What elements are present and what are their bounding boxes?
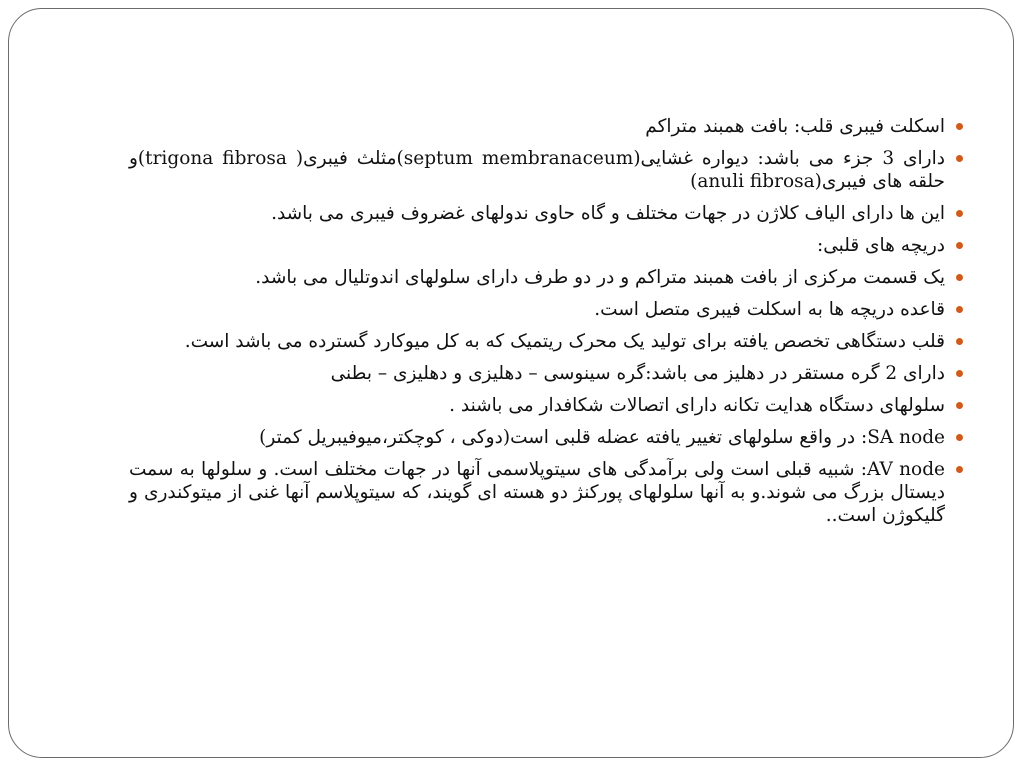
bullet-item-5 [129, 266, 967, 289]
bullet-dot-icon [956, 274, 963, 281]
bullet-text: اسکلت فیبری قلب: بافت همبند متراکم [645, 116, 945, 137]
bullet-list [129, 115, 967, 527]
bullet-dot-icon [956, 466, 963, 473]
bullet-text: سلولهای دستگاه هدایت تکانه دارای اتصالات شکافدار می باشند . [449, 395, 945, 416]
slide-content [129, 115, 967, 536]
bullet-dot-icon [956, 370, 963, 377]
bullet-dot-icon [956, 402, 963, 409]
bullet-item-6 [129, 298, 967, 321]
bullet-item-9 [129, 394, 967, 417]
bullet-dot-icon [956, 123, 963, 130]
bullet-text: دارای 2 گره مستقر در دهلیز می باشد:گره سینوسی – دهلیزی و دهلیزی – بطنی [330, 363, 945, 384]
bullet-text: قلب دستگاهی تخصص یافته برای تولید یک محرک ریتمیک که به کل میوکارد گسترده می باشد است. [184, 331, 945, 352]
bullet-dot-icon [956, 306, 963, 313]
bullet-text: دارای 3 جزء می باشد: دیواره غشایی(septum membranaceum)مثلث فیبری( trigona fibrosa)و حلقه های فیبری(anuli fibrosa) [129, 148, 945, 192]
bullet-item-4 [129, 234, 967, 257]
bullet-text: دریچه های قلبی: [816, 235, 945, 256]
bullet-item-2 [129, 147, 967, 193]
bullet-text: AV node: شبیه قبلی است ولی برآمدگی های سیتوپلاسمی آنها در جهات مختلف است. و سلولها به سمت دیستال بزرگ می شوند.و به آنها سلولهای پورکنژ دو هسته ای گویند، که سیتوپلاسم آنها غنی از میتوکندری و گلیکوژن است.. [129, 459, 945, 526]
slide-frame [8, 8, 1014, 758]
bullet-dot-icon [956, 242, 963, 249]
bullet-item-7 [129, 330, 967, 353]
bullet-item-8 [129, 362, 967, 385]
bullet-text: یک قسمت مرکزی از بافت همبند متراکم و در دو طرف دارای سلولهای اندوتلیال می باشد. [255, 267, 945, 288]
bullet-text: SA node: در واقع سلولهای تغییر یافته عضله قلبی است(دوکی ، کوچکتر،میوفیبریل کمتر) [259, 427, 945, 448]
bullet-dot-icon [956, 338, 963, 345]
bullet-dot-icon [956, 210, 963, 217]
bullet-dot-icon [956, 155, 963, 162]
bullet-item-10 [129, 426, 967, 449]
bullet-text: این ها دارای الیاف کلاژن در جهات مختلف و گاه حاوی ندولهای غضروف فیبری می باشد. [271, 203, 945, 224]
bullet-item-3 [129, 202, 967, 225]
bullet-dot-icon [956, 434, 963, 441]
bullet-item-1 [129, 115, 967, 138]
bullet-item-11 [129, 458, 967, 527]
bullet-text: قاعده دریچه ها به اسکلت فیبری متصل است. [594, 299, 945, 320]
